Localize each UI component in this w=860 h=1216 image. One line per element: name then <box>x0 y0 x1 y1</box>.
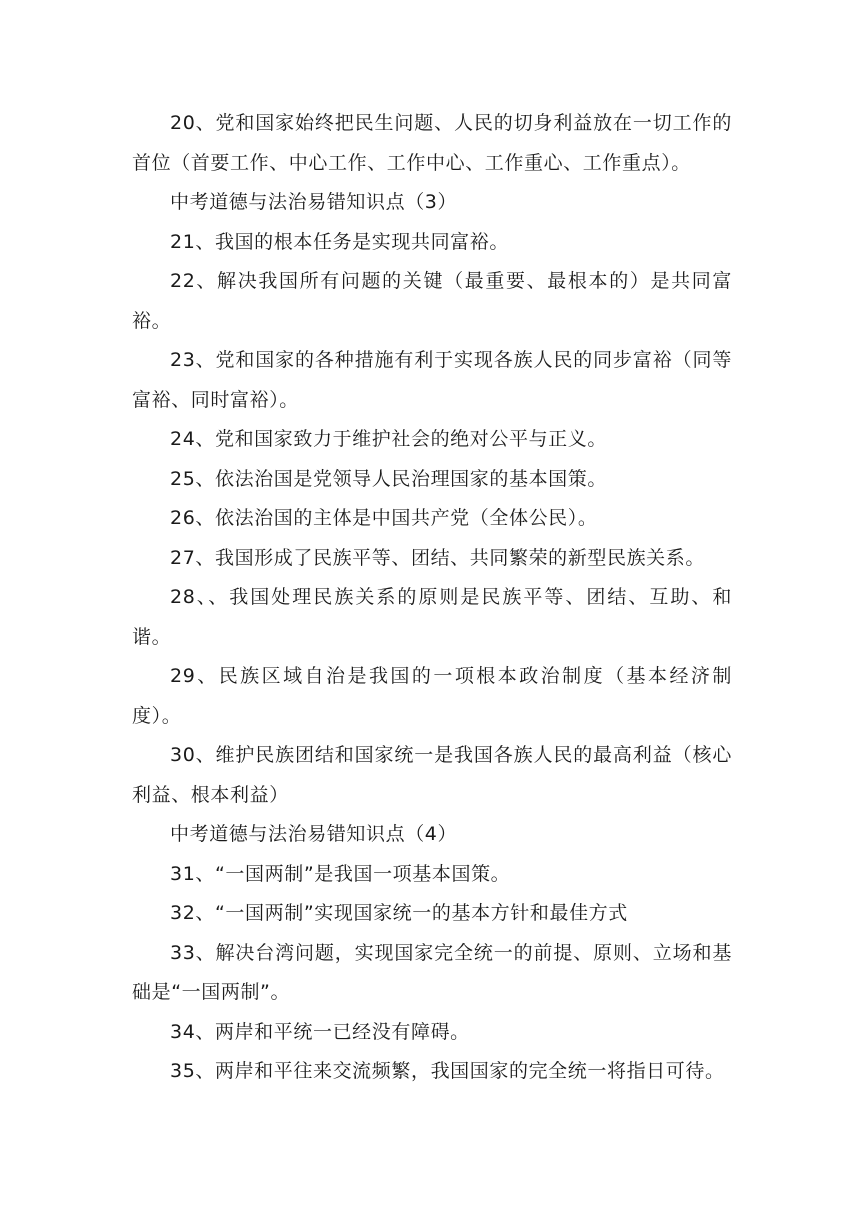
item-32: 32、“一国两制”实现国家统一的基本方针和最佳方式 <box>170 902 628 924</box>
item-24: 24、党和国家致力于维护社会的绝对公平与正义。 <box>170 428 607 450</box>
item-28: 28、、我国处理民族关系的原则是民族平等、团结、互助、和谐。 <box>132 586 732 648</box>
item-25: 25、依法治国是党领导人民治理国家的基本国策。 <box>170 467 607 490</box>
section-heading-4: 中考道德与法治易错知识点（4） <box>170 823 458 845</box>
item-22: 22、解决我国所有问题的关键（最重要、最根本的）是共同富裕。 <box>132 270 732 332</box>
item-35: 35、两岸和平往来交流频繁，我国国家的完全统一将指日可待。 <box>170 1060 725 1082</box>
item-27: 27、我国形成了民族平等、团结、共同繁荣的新型民族关系。 <box>170 546 705 569</box>
item-31: 31、“一国两制”是我国一项基本国策。 <box>170 862 511 885</box>
item-29: 29、民族区域自治是我国的一项根本政治制度（基本经济制度）。 <box>132 665 732 727</box>
item-34: 34、两岸和平统一已经没有障碍。 <box>170 1020 470 1043</box>
item-23: 23、党和国家的各种措施有利于实现各族人民的同步富裕（同等富裕、同时富裕）。 <box>132 349 732 411</box>
item-21: 21、我国的根本任务是实现共同富裕。 <box>170 230 509 253</box>
item-26: 26、依法治国的主体是中国共产党（全体公民）。 <box>170 507 598 529</box>
section-heading-3: 中考道德与法治易错知识点（3） <box>170 191 458 213</box>
item-20: 20、党和国家始终把民生问题、人民的切身利益放在一切工作的首位（首要工作、中心工作、工作中心、工作重心、工作重点）。 <box>132 112 732 174</box>
item-33: 33、解决台湾问题，实现国家完全统一的前提、原则、立场和基础是“一国两制”。 <box>132 941 732 1003</box>
item-30: 30、维护民族团结和国家统一是我国各族人民的最高利益（核心利益、根本利益） <box>132 744 732 806</box>
